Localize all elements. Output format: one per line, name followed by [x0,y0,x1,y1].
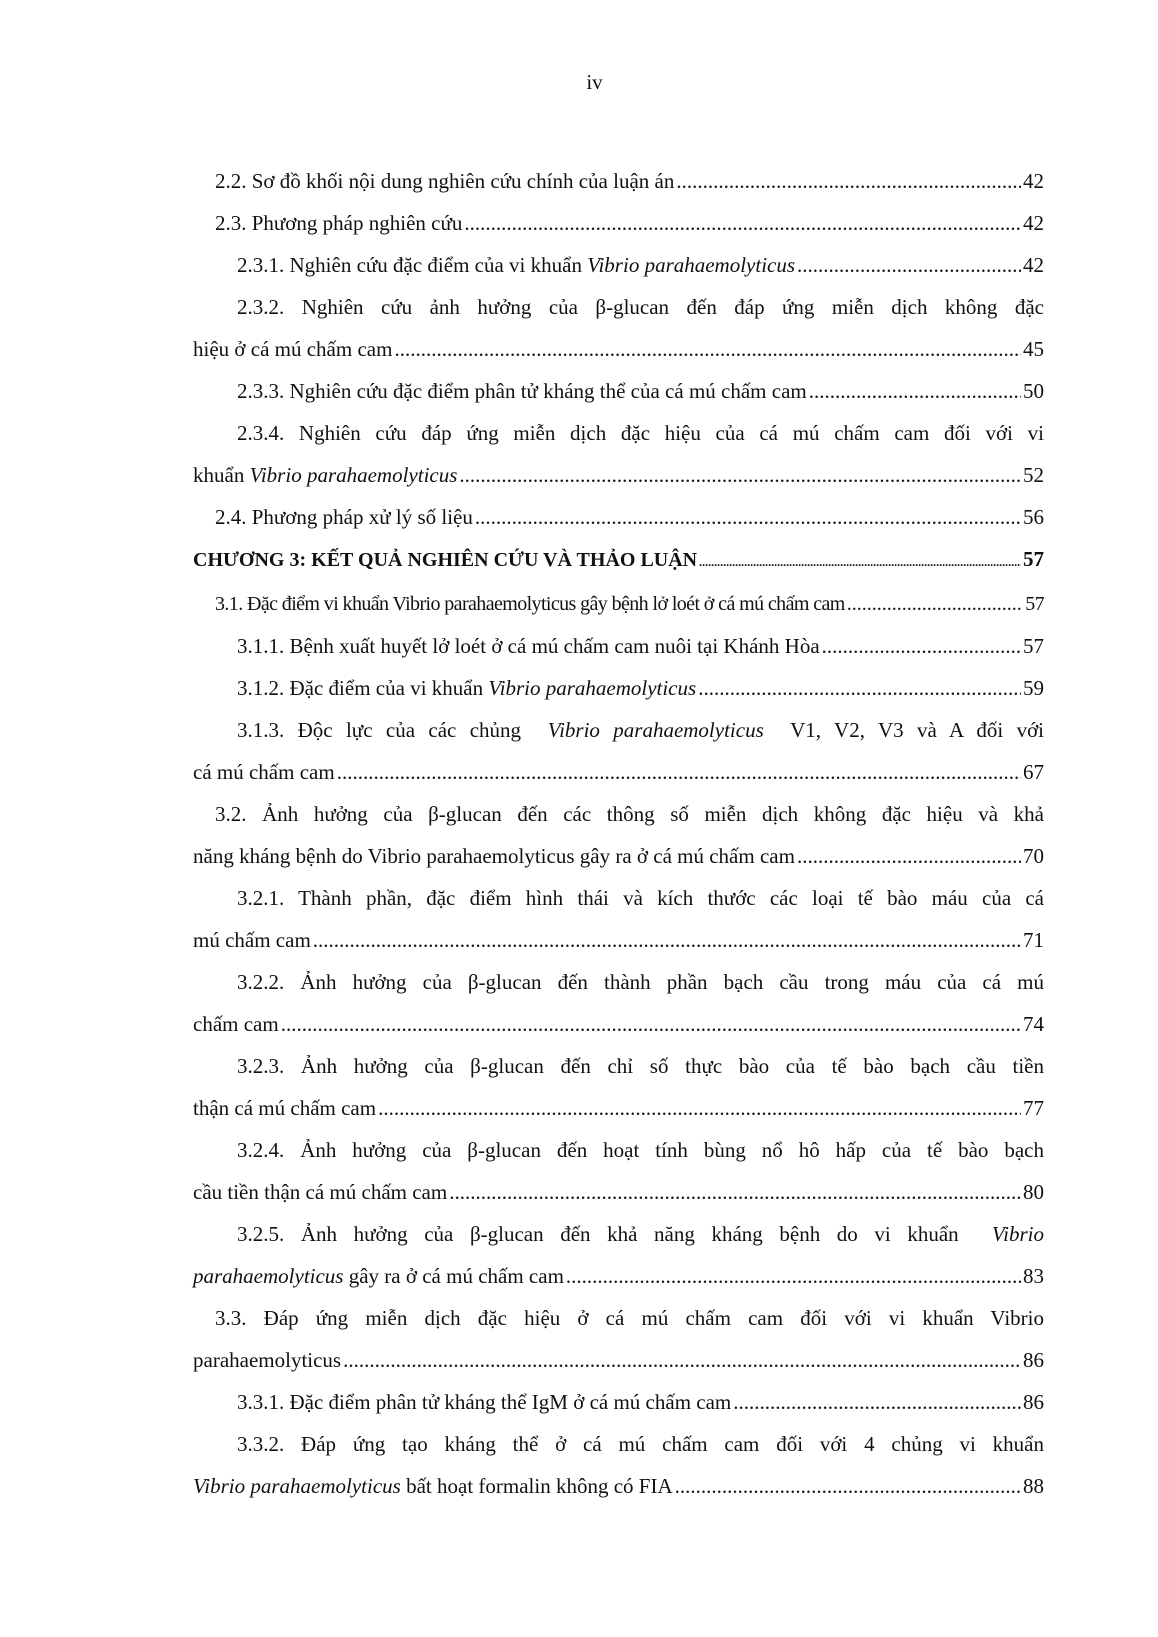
toc-entry-title-line1: 3.2. Ảnh hưởng của β-glucan đến các thông số miễn dịch không đặc hiệu và khả [215,802,1044,826]
toc-entry-title: 3.3.1. Đặc điểm phân tử kháng thể IgM ở cá mú chấm cam [237,1390,732,1414]
toc-page-number: 83 [1023,1264,1044,1288]
toc-entry-title-line2: chấm cam [193,1012,279,1036]
toc-entry-species: Vibrio [991,1222,1044,1246]
dot-leader [449,1171,1021,1213]
dot-leader [797,835,1021,877]
toc-page-number: 56 [1023,505,1044,529]
toc-entry-3-2-4[interactable] [193,1129,1044,1213]
toc-entry-3-2-1[interactable] [193,877,1044,961]
toc-entry-species: Vibrio parahaemolyticus [547,718,764,742]
dot-leader [394,328,1021,370]
toc-entry-3-2-3[interactable] [193,1045,1044,1129]
toc-page-number: 59 [1023,676,1044,700]
toc-page-number: 42 [1023,169,1044,193]
toc-entry-title: 2.2. Sơ đồ khối nội dung nghiên cứu chính của luận án [215,169,675,193]
toc-entry-3-3-1[interactable] [193,1381,1044,1423]
toc-entry-3-1-2[interactable] [193,667,1044,709]
toc-page-number: 74 [1023,1012,1044,1036]
toc-entry-3-2-2[interactable] [193,961,1044,1045]
toc-entry-species: Vibrio parahaemolyticus [249,463,458,487]
toc-entry-3-1-3[interactable] [193,709,1044,793]
dot-leader [337,751,1021,793]
toc-page-number: 52 [1023,463,1044,487]
dot-leader [475,496,1021,538]
toc-entry-chapter-3[interactable] [193,538,1044,583]
dot-leader [313,919,1021,961]
toc-entry-2-2[interactable] [193,160,1044,202]
toc-page-number: 71 [1023,928,1044,952]
toc-entry-title-line2: gây ra ở cá mú chấm cam [343,1264,564,1288]
toc-entry-species: Vibrio parahaemolyticus [587,253,796,277]
toc-entry-title-line2: năng kháng bệnh do Vibrio parahaemolyticus gây ra ở cá mú chấm cam [193,844,795,868]
toc-page-number: 80 [1023,1180,1044,1204]
dot-leader [675,1465,1021,1507]
toc-entry-3-1[interactable] [193,583,1044,625]
dot-leader [699,541,1021,583]
toc-entry-3-1-1[interactable] [193,625,1044,667]
toc-entry-species: Vibrio parahaemolyticus [193,1474,401,1498]
toc-entry-2-3-1[interactable] [193,244,1044,286]
toc-entry-3-2-5[interactable] [193,1213,1044,1297]
toc-entry-title: 2.3. Phương pháp nghiên cứu [215,211,463,235]
dot-leader [459,454,1021,496]
toc-entry-2-3-2[interactable] [193,286,1044,370]
toc-page-number: 50 [1023,379,1044,403]
dot-leader [464,202,1021,244]
toc-entry-title-line2: parahaemolyticus [193,1348,342,1372]
dot-leader [676,160,1021,202]
dot-leader [797,244,1021,286]
dot-leader [566,1255,1021,1297]
dot-leader [343,1339,1021,1381]
toc-page-number: 70 [1023,844,1044,868]
toc-entry-title-part: 3.2.5. Ảnh hưởng của β-glucan đến khả năng kháng bệnh do vi khuẩn [237,1222,976,1246]
dot-leader [809,370,1021,412]
toc-entry-title-line2: hiệu ở cá mú chấm cam [193,337,393,361]
toc-entry-title: 3.1.1. Bệnh xuất huyết lở loét ở cá mú chấm cam nuôi tại Khánh Hòa [237,634,820,658]
toc-page-number: 86 [1023,1348,1044,1372]
toc-entry-3-2[interactable] [193,793,1044,877]
toc-entry-title-part: 3.1.3. Độc lực của các chủng [237,718,535,742]
toc-entry-title-line1 [193,709,1044,751]
dot-leader [847,583,1023,625]
toc-entry-title: 3.1.2. Đặc điểm của vi khuẩn [237,676,484,700]
toc-entry-title-line1: 3.2.2. Ảnh hưởng của β-glucan đến thành phần bạch cầu trong máu của cá mú [237,970,1044,994]
toc-page-number: 57 [1023,634,1044,658]
toc-entry-title-line2: mú chấm cam [193,928,311,952]
toc-entry-title-part: V1, V2, V3 và A đối với [777,718,1045,742]
toc-entry-title-line1: 2.3.2. Nghiên cứu ảnh hưởng của β-glucan đến đáp ứng miễn dịch không đặc [237,295,1044,319]
toc-page-number: 88 [1023,1474,1044,1498]
toc-entry-title-line2: bất hoạt formalin không có FIA [400,1474,673,1498]
toc-chapter-title: CHƯƠNG 3: KẾT QUẢ NGHIÊN CỨU VÀ THẢO LUẬN [193,549,698,571]
toc-entry-3-3[interactable] [193,1297,1044,1381]
dot-leader [822,625,1021,667]
toc-entry-title-line1: 3.2.3. Ảnh hưởng của β-glucan đến chỉ số thực bào của tế bào bạch cầu tiền [237,1054,1044,1078]
toc-entry-title: 2.3.1. Nghiên cứu đặc điểm của vi khuẩn [237,253,582,277]
toc-entry-title-line2: cá mú chấm cam [193,760,335,784]
toc-entry-title-line2: thận cá mú chấm cam [193,1096,377,1120]
table-of-contents [193,160,1044,1507]
toc-entry-title-line1: 3.3. Đáp ứng miễn dịch đặc hiệu ở cá mú chấm cam đối với vi khuẩn Vibrio [215,1306,1044,1330]
toc-entry-title-line2: khuẩn [193,463,245,487]
dot-leader [698,667,1021,709]
toc-entry-title-line1: 3.3.2. Đáp ứng tạo kháng thể ở cá mú chấm cam đối với 4 chủng vi khuẩn [237,1432,1044,1456]
toc-entry-title-line2: cầu tiền thận cá mú chấm cam [193,1180,448,1204]
dot-leader [281,1003,1021,1045]
toc-entry-title-line1: 2.3.4. Nghiên cứu đáp ứng miễn dịch đặc hiệu của cá mú chấm cam đối với vi [237,421,1044,445]
toc-entry-title-line1: 3.2.1. Thành phần, đặc điểm hình thái và kích thước các loại tế bào máu của cá [237,886,1044,910]
toc-entry-title: 2.4. Phương pháp xử lý số liệu [215,505,473,529]
toc-page-number: 42 [1023,253,1044,277]
toc-entry-3-3-2[interactable] [193,1423,1044,1507]
toc-page-number: 57 [1023,547,1044,571]
toc-entry-2-4[interactable] [193,496,1044,538]
toc-entry-title: 3.1. Đặc điểm vi khuẩn Vibrio parahaemolyticus gây bệnh lở loét ở cá mú chấm cam [215,593,845,615]
toc-entry-2-3-4[interactable] [193,412,1044,496]
page-number: iv [586,70,603,94]
toc-entry-2-3[interactable] [193,202,1044,244]
dot-leader [733,1381,1021,1423]
toc-page-number: 67 [1023,760,1044,784]
toc-entry-2-3-3[interactable] [193,370,1044,412]
toc-page-number: 77 [1023,1096,1044,1120]
dot-leader [378,1087,1021,1129]
toc-page-number: 57 [1025,593,1044,615]
toc-page-number: 45 [1023,337,1044,361]
toc-entry-species: Vibrio parahaemolyticus [488,676,697,700]
toc-entry-title-line1: 3.2.4. Ảnh hưởng của β-glucan đến hoạt tính bùng nổ hô hấp của tế bào bạch [237,1138,1044,1162]
toc-page-number: 42 [1023,211,1044,235]
toc-entry-species: parahaemolyticus [193,1264,344,1288]
toc-page-number: 86 [1023,1390,1044,1414]
toc-entry-title-line1 [193,1213,1044,1255]
toc-entry-title: 2.3.3. Nghiên cứu đặc điểm phân tử kháng thể của cá mú chấm cam [237,379,807,403]
